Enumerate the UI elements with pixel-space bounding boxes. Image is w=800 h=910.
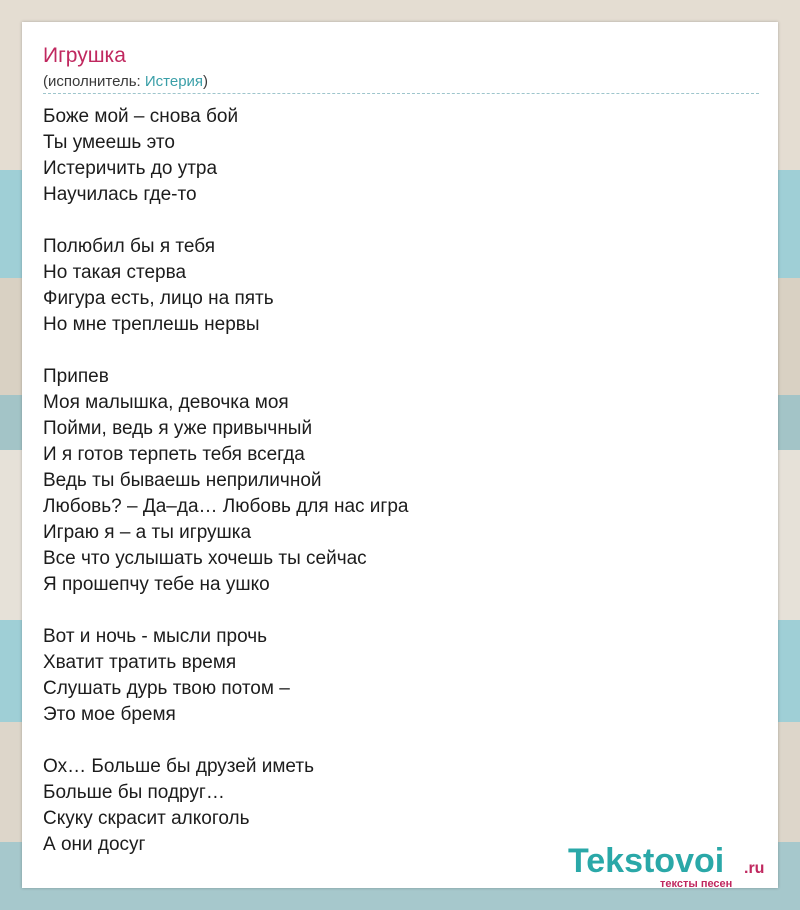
lyric-line: Ты умеешь это — [43, 132, 175, 153]
stanza-gap — [43, 208, 408, 234]
stanza-gap — [43, 728, 408, 754]
lyric-line: Скуку скрасит алкоголь — [43, 808, 250, 829]
lyric-line: Это мое бремя — [43, 704, 176, 725]
logo-tagline: тексты песен — [660, 878, 733, 890]
stanza-gap — [43, 598, 408, 624]
site-logo[interactable] — [568, 842, 778, 888]
lyric-line: Больше бы подруг… — [43, 782, 225, 803]
song-title: Игрушка — [43, 44, 126, 67]
lyric-line: А они досуг — [43, 834, 146, 855]
logo-name: Tekstovoi — [568, 842, 725, 880]
lyric-line: Моя малышка, девочка моя — [43, 392, 289, 413]
lyric-line: Пойми, ведь я уже привычный — [43, 418, 313, 439]
lyrics-text — [43, 104, 408, 858]
lyric-line: Припев — [43, 366, 109, 387]
lyric-line: Фигура есть, лицо на пять — [43, 288, 274, 309]
lyric-line: Я прошепчу тебе на ушко — [43, 574, 270, 595]
lyric-line: Но такая стерва — [43, 262, 187, 283]
lyric-line: Научилась где-то — [43, 184, 197, 205]
lyric-line: Полюбил бы я тебя — [43, 236, 215, 257]
logo-domain: .ru — [744, 860, 765, 877]
lyric-line: Ох… Больше бы друзей иметь — [43, 756, 314, 777]
artist-link[interactable]: Истерия — [144, 73, 204, 90]
lyric-line: Все что услышать хочешь ты сейчас — [43, 548, 367, 569]
title-divider — [43, 93, 759, 94]
lyric-line: Ведь ты бываешь неприличной — [43, 470, 322, 491]
artist-prefix: (исполнитель: — [43, 73, 145, 90]
lyric-line: Боже мой – снова бой — [43, 106, 239, 127]
lyric-line: Но мне треплешь нервы — [43, 314, 260, 335]
stanza-gap — [43, 338, 408, 364]
lyric-line: И я готов терпеть тебя всегда — [43, 444, 305, 465]
artist-suffix: ) — [203, 73, 209, 90]
artist-line — [43, 73, 208, 90]
lyric-line: Хватит тратить время — [43, 652, 237, 673]
lyric-line: Истеричить до утра — [43, 158, 218, 179]
lyric-line: Играю я – а ты игрушка — [43, 522, 252, 543]
lyrics-card — [22, 22, 778, 888]
lyric-line: Вот и ночь - мысли прочь — [43, 626, 268, 647]
lyric-line: Слушать дурь твою потом – — [43, 678, 290, 699]
lyric-line: Любовь? – Да–да… Любовь для нас игра — [43, 496, 409, 517]
